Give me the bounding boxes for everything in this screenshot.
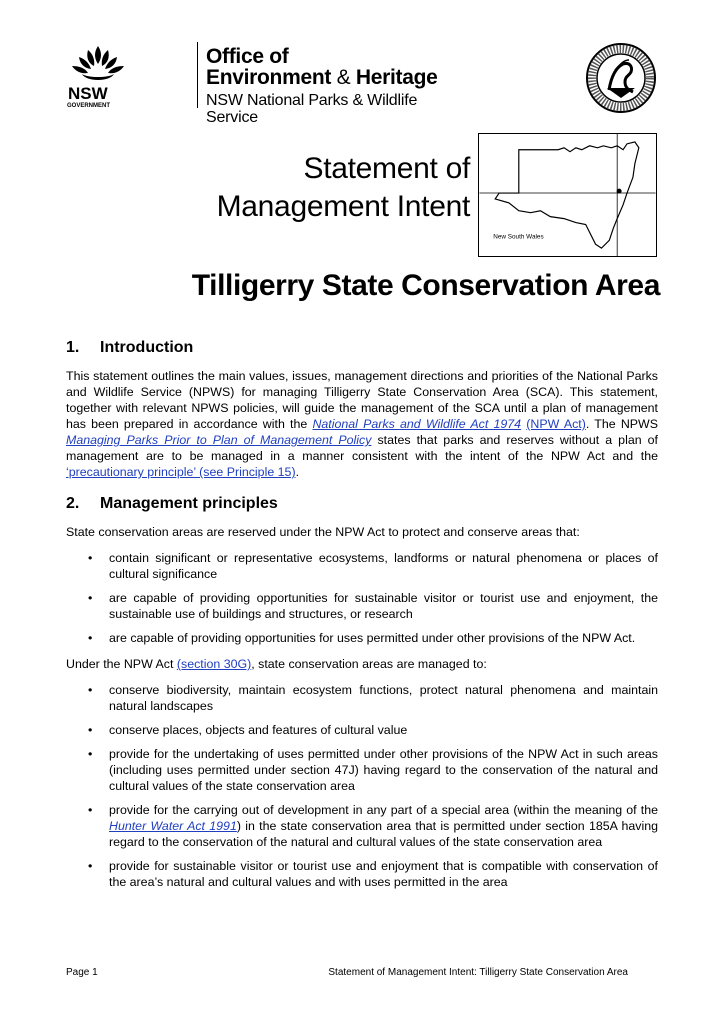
- document-title: Statement of Management Intent: [216, 152, 470, 223]
- link-npw-act[interactable]: National Parks and Wildlife Act 1974: [312, 417, 522, 431]
- logo-divider: [197, 42, 198, 108]
- map-label: New South Wales: [493, 233, 544, 241]
- org-name-line3: NSW National Parks & Wildlife Service: [206, 92, 418, 126]
- intro-paragraph: This statement outlines the main values, issues, management directions and priorities of the National Parks and Wildlife Service (NPWS) for managing Tilligerry State Conservation Area (SCA). This statement, together with relevant NPWS policies, will guide the management of the SCA until a plan of management has been prepared in accordance with the National Parks and Wildlife Act 1974 (NPW Act). The NPWS Managing Parks Prior to Plan of Management Policy states that parks and reserves without a plan of management are to be managed in a manner consistent with the intent of the NPW Act and the ‘precautionary principle’ (see Principle 15).: [66, 369, 658, 479]
- section-heading-management-principles: 2. Management principles: [66, 495, 278, 512]
- management-objectives-list: [66, 682, 658, 890]
- list-item: • conserve places, objects and features of cultural value: [88, 723, 408, 737]
- link-managing-parks-policy[interactable]: Managing Parks Prior to Plan of Management Policy: [66, 433, 372, 447]
- npws-seal-icon: [585, 42, 657, 114]
- location-map: [478, 133, 657, 257]
- svg-text:GOVERNMENT: GOVERNMENT: [67, 103, 111, 108]
- list-item: • conserve biodiversity, maintain ecosystem functions, protect natural phenomena and maintain natural landscapes: [88, 683, 658, 713]
- section-heading-introduction: 1. Introduction: [66, 339, 194, 356]
- link-section-30g[interactable]: (section 30G): [176, 657, 252, 671]
- footer-title: Statement of Management Intent: Tilligerry State Conservation Area: [328, 967, 628, 978]
- link-hunter-water-act[interactable]: Hunter Water Act 1991: [109, 819, 237, 833]
- link-npw-act-abbrev[interactable]: (NPW Act): [526, 417, 586, 431]
- list-item: • are capable of providing opportunities for sustainable visitor or tourist use and enjoyment, the sustainable use of buildings and structures, or research: [88, 591, 658, 621]
- list-item: • provide for sustainable visitor or tourist use and enjoyment that is compatible with conservation of the area’s natural and cultural values and with uses permitted in the area: [88, 859, 658, 889]
- list-item: • contain significant or representative ecosystems, landforms or natural phenomena or places of cultural significance: [88, 551, 658, 581]
- principles-intro: State conservation areas are reserved under the NPW Act to protect and conserve areas that:: [66, 525, 580, 539]
- managed-intro: Under the NPW Act (section 30G), state conservation areas are managed to:: [66, 657, 487, 671]
- document-body: [66, 338, 658, 900]
- list-item: • are capable of providing opportunities for uses permitted under other provisions of the NPW Act.: [88, 631, 636, 645]
- page-number: Page 1: [66, 967, 98, 978]
- link-precautionary-principle[interactable]: ‘precautionary principle’ (see Principle 15): [66, 465, 296, 479]
- park-title: Tilligerry State Conservation Area: [191, 269, 660, 302]
- list-item: • provide for the carrying out of development in any part of a special area (within the meaning of the Hunter Water Act 1991) in the state conservation area that is permitted under section 185A having regard to the conservation of the natural and cultural values of the state conservation area: [88, 803, 658, 849]
- org-name-line2: Environment & Heritage: [206, 66, 438, 89]
- oeh-logo: [66, 42, 446, 126]
- org-name-line1: Office of: [206, 45, 289, 68]
- svg-text:NSW: NSW: [68, 84, 108, 103]
- reservation-criteria-list: [66, 550, 658, 646]
- waratah-logo-icon: [66, 42, 130, 108]
- list-item: • provide for the undertaking of uses permitted under other provisions of the NPW Act in such areas (including uses permitted under section 47J) having regard to the conservation of the natural and cultural values of the state conservation area: [88, 747, 658, 793]
